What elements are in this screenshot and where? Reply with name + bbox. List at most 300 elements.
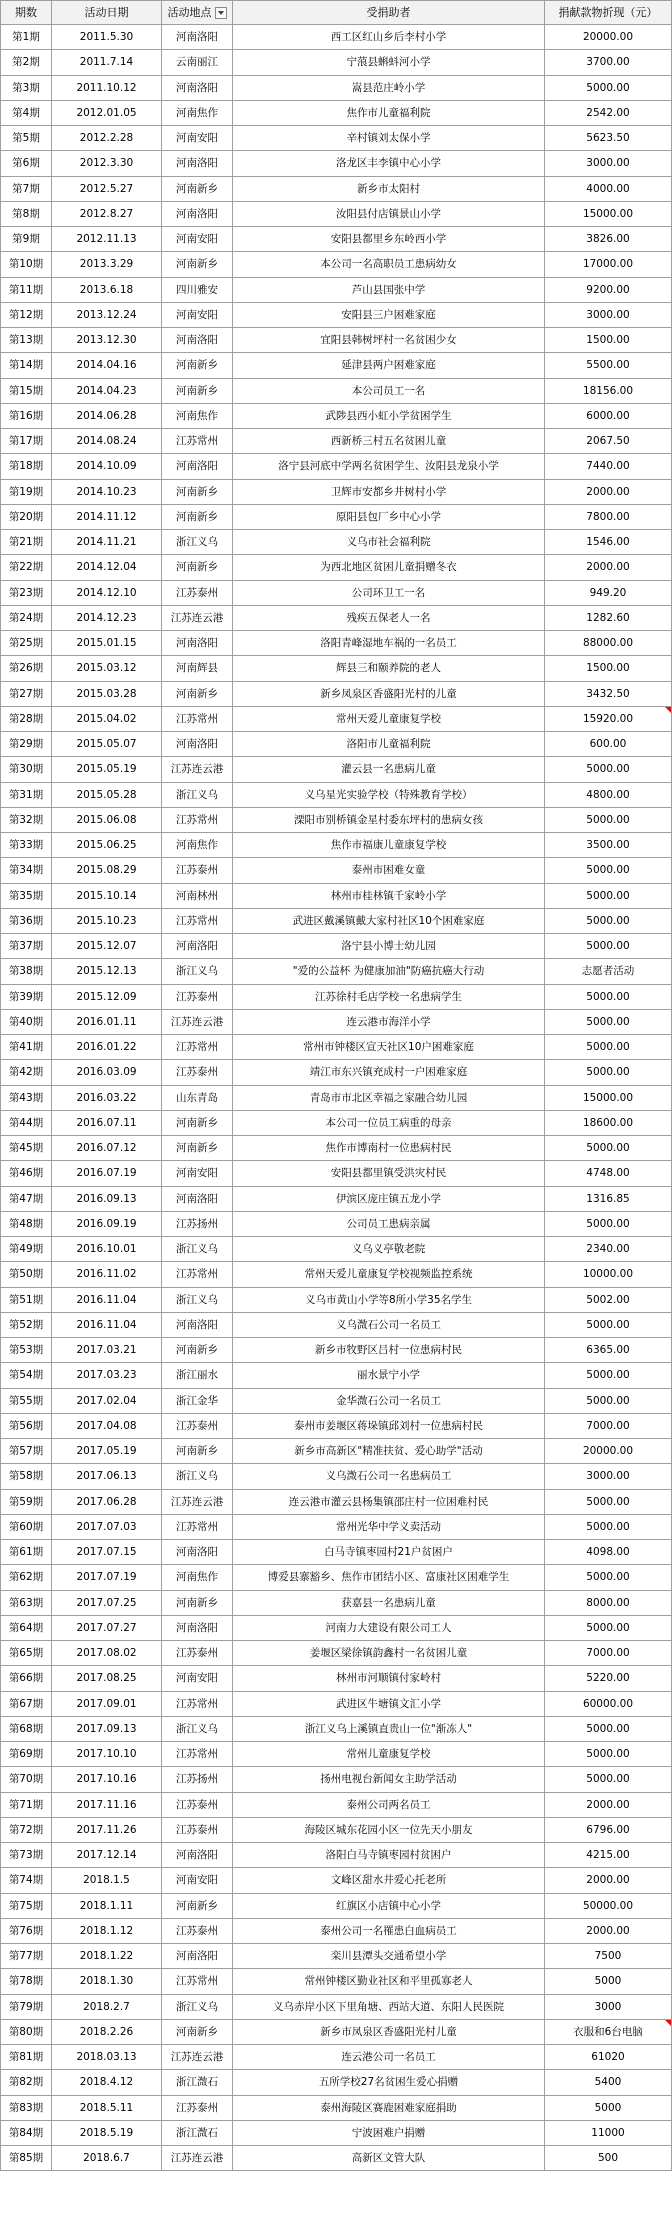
cell-period[interactable]: 第55期 [1,1388,52,1413]
cell-place[interactable]: 河南新乡 [162,378,233,403]
cell-recipient[interactable]: 灌云县一名患病儿童 [233,757,545,782]
cell-period[interactable]: 第75期 [1,1893,52,1918]
cell-date[interactable]: 2016.03.22 [52,1085,162,1110]
cell-date[interactable]: 2015.10.23 [52,908,162,933]
cell-place[interactable]: 河南新乡 [162,2019,233,2044]
cell-date[interactable]: 2016.11.04 [52,1287,162,1312]
cell-place[interactable]: 河南洛阳 [162,1186,233,1211]
cell-recipient[interactable]: 义乌赤岸小区下里角塘、西站大道、东阳人民医院 [233,1994,545,2019]
cell-amount[interactable]: 60000.00 [545,1691,672,1716]
cell-period[interactable]: 第31期 [1,782,52,807]
cell-place[interactable]: 江苏常州 [162,1742,233,1767]
header-amount[interactable]: 捐献款物折现（元） [545,1,672,25]
cell-recipient[interactable]: 焦作市博南村一位患病村民 [233,1136,545,1161]
cell-date[interactable]: 2015.05.19 [52,757,162,782]
cell-date[interactable]: 2011.5.30 [52,25,162,50]
cell-date[interactable]: 2015.10.14 [52,883,162,908]
cell-period[interactable]: 第43期 [1,1085,52,1110]
cell-recipient[interactable]: 义乌市社会福利院 [233,530,545,555]
cell-place[interactable]: 江苏常州 [162,1035,233,1060]
cell-recipient[interactable]: 延津县两户困难家庭 [233,353,545,378]
cell-amount[interactable]: 2000.00 [545,1868,672,1893]
cell-amount[interactable]: 3000.00 [545,1464,672,1489]
cell-date[interactable]: 2017.06.28 [52,1489,162,1514]
cell-amount[interactable]: 11000 [545,2120,672,2145]
cell-period[interactable]: 第35期 [1,883,52,908]
cell-period[interactable]: 第1期 [1,25,52,50]
cell-place[interactable]: 河南洛阳 [162,1540,233,1565]
cell-recipient[interactable]: 安阳县三户困难家庭 [233,302,545,327]
cell-amount[interactable]: 1546.00 [545,530,672,555]
cell-date[interactable]: 2014.04.16 [52,353,162,378]
cell-place[interactable]: 河南新乡 [162,1590,233,1615]
cell-period[interactable]: 第37期 [1,934,52,959]
cell-recipient[interactable]: 义乌市黄山小学等8所小学35名学生 [233,1287,545,1312]
cell-recipient[interactable]: 靖江市东兴镇充成村一户困难家庭 [233,1060,545,1085]
cell-amount[interactable]: 20000.00 [545,25,672,50]
cell-date[interactable]: 2014.11.21 [52,530,162,555]
cell-recipient[interactable]: 河南力大建设有限公司工人 [233,1615,545,1640]
cell-period[interactable]: 第10期 [1,252,52,277]
header-date[interactable]: 活动日期 [52,1,162,25]
cell-recipient[interactable]: "爱的公益杯 为健康加油"防癌抗癌大行动 [233,959,545,984]
cell-place[interactable]: 江苏泰州 [162,984,233,1009]
cell-period[interactable]: 第72期 [1,1817,52,1842]
cell-period[interactable]: 第46期 [1,1161,52,1186]
cell-recipient[interactable]: 白马寺镇枣园村21户贫困户 [233,1540,545,1565]
cell-place[interactable]: 河南洛阳 [162,934,233,959]
cell-place[interactable]: 江苏泰州 [162,1918,233,1943]
cell-amount[interactable]: 2000.00 [545,1918,672,1943]
cell-date[interactable]: 2014.12.23 [52,605,162,630]
cell-amount[interactable]: 15000.00 [545,1085,672,1110]
cell-date[interactable]: 2018.1.30 [52,1969,162,1994]
cell-recipient[interactable]: 新乡市高新区"精准扶贫、爱心助学"活动 [233,1439,545,1464]
cell-date[interactable]: 2012.5.27 [52,176,162,201]
cell-amount[interactable]: 500 [545,2146,672,2171]
cell-place[interactable]: 河南安阳 [162,1666,233,1691]
cell-period[interactable]: 第32期 [1,807,52,832]
cell-place[interactable]: 河南新乡 [162,1338,233,1363]
cell-place[interactable]: 河南安阳 [162,1868,233,1893]
cell-date[interactable]: 2014.06.28 [52,403,162,428]
cell-amount[interactable]: 5500.00 [545,353,672,378]
cell-place[interactable]: 河南新乡 [162,252,233,277]
cell-place[interactable]: 浙江义乌 [162,1464,233,1489]
cell-recipient[interactable]: 五所学校27名贫困生爱心捐赠 [233,2070,545,2095]
cell-date[interactable]: 2018.2.7 [52,1994,162,2019]
cell-place[interactable]: 河南洛阳 [162,1312,233,1337]
cell-date[interactable]: 2012.2.28 [52,126,162,151]
cell-recipient[interactable]: 汝阳县付店镇景山小学 [233,201,545,226]
cell-date[interactable]: 2015.06.25 [52,833,162,858]
cell-place[interactable]: 江苏常州 [162,706,233,731]
cell-recipient[interactable]: 金华溦石公司一名员工 [233,1388,545,1413]
cell-amount[interactable]: 5000.00 [545,1211,672,1236]
header-recipient[interactable]: 受捐助者 [233,1,545,25]
cell-place[interactable]: 江苏连云港 [162,1009,233,1034]
cell-place[interactable]: 河南新乡 [162,176,233,201]
cell-amount[interactable]: 5000.00 [545,1060,672,1085]
cell-amount[interactable]: 9200.00 [545,277,672,302]
cell-amount[interactable]: 5400 [545,2070,672,2095]
cell-place[interactable]: 河南新乡 [162,1136,233,1161]
cell-amount[interactable]: 600.00 [545,732,672,757]
cell-period[interactable]: 第15期 [1,378,52,403]
cell-place[interactable]: 浙江义乌 [162,1287,233,1312]
cell-date[interactable]: 2014.10.09 [52,454,162,479]
cell-amount[interactable]: 2000.00 [545,479,672,504]
cell-place[interactable]: 江苏泰州 [162,858,233,883]
cell-place[interactable]: 河南新乡 [162,1893,233,1918]
cell-period[interactable]: 第50期 [1,1262,52,1287]
cell-recipient[interactable]: 公司员工患病亲属 [233,1211,545,1236]
cell-date[interactable]: 2017.07.25 [52,1590,162,1615]
cell-recipient[interactable]: 洛龙区丰李镇中心小学 [233,151,545,176]
cell-period[interactable]: 第61期 [1,1540,52,1565]
cell-recipient[interactable]: 新乡市凤泉区香盛阳光村儿童 [233,2019,545,2044]
cell-date[interactable]: 2018.1.12 [52,1918,162,1943]
cell-place[interactable]: 河南洛阳 [162,328,233,353]
cell-recipient[interactable]: 江苏徐村毛店学校一名患病学生 [233,984,545,1009]
cell-period[interactable]: 第12期 [1,302,52,327]
cell-recipient[interactable]: 林州市桂林镇千家岭小学 [233,883,545,908]
cell-recipient[interactable]: 泰州市困难女童 [233,858,545,883]
cell-amount[interactable]: 5000.00 [545,1312,672,1337]
cell-recipient[interactable]: 原阳县包厂乡中心小学 [233,504,545,529]
cell-period[interactable]: 第78期 [1,1969,52,1994]
cell-amount[interactable]: 5220.00 [545,1666,672,1691]
cell-date[interactable]: 2015.12.09 [52,984,162,1009]
cell-amount[interactable]: 5000.00 [545,1565,672,1590]
cell-date[interactable]: 2015.01.15 [52,631,162,656]
cell-amount[interactable]: 5000.00 [545,75,672,100]
cell-date[interactable]: 2012.11.13 [52,227,162,252]
cell-amount[interactable]: 10000.00 [545,1262,672,1287]
cell-date[interactable]: 2014.04.23 [52,378,162,403]
cell-recipient[interactable]: 洛阳市儿童福利院 [233,732,545,757]
cell-period[interactable]: 第19期 [1,479,52,504]
cell-period[interactable]: 第11期 [1,277,52,302]
cell-date[interactable]: 2015.12.07 [52,934,162,959]
cell-recipient[interactable]: 泰州公司两名员工 [233,1792,545,1817]
cell-date[interactable]: 2017.10.10 [52,1742,162,1767]
cell-amount[interactable]: 7440.00 [545,454,672,479]
cell-date[interactable]: 2016.01.22 [52,1035,162,1060]
cell-place[interactable]: 浙江金华 [162,1388,233,1413]
cell-date[interactable]: 2018.1.11 [52,1893,162,1918]
cell-place[interactable]: 江苏泰州 [162,1060,233,1085]
cell-period[interactable]: 第64期 [1,1615,52,1640]
cell-place[interactable]: 河南新乡 [162,681,233,706]
cell-place[interactable]: 江苏泰州 [162,2095,233,2120]
cell-amount[interactable]: 2067.50 [545,429,672,454]
cell-recipient[interactable]: 洛宁县小博士幼儿园 [233,934,545,959]
cell-place[interactable]: 浙江溦石 [162,2120,233,2145]
cell-amount[interactable]: 5000.00 [545,908,672,933]
cell-amount[interactable]: 5000.00 [545,807,672,832]
cell-place[interactable]: 江苏常州 [162,1691,233,1716]
cell-date[interactable]: 2017.07.15 [52,1540,162,1565]
cell-place[interactable]: 河南安阳 [162,227,233,252]
cell-place[interactable]: 江苏常州 [162,429,233,454]
cell-recipient[interactable]: 常州光华中学义卖活动 [233,1514,545,1539]
cell-amount[interactable]: 2542.00 [545,100,672,125]
cell-period[interactable]: 第44期 [1,1110,52,1135]
cell-recipient[interactable]: 获嘉县一名患病儿童 [233,1590,545,1615]
cell-date[interactable]: 2017.08.25 [52,1666,162,1691]
cell-place[interactable]: 江苏泰州 [162,1792,233,1817]
cell-recipient[interactable]: 栾川县潭头交通希望小学 [233,1944,545,1969]
cell-period[interactable]: 第70期 [1,1767,52,1792]
cell-amount[interactable]: 5000.00 [545,1716,672,1741]
cell-amount[interactable]: 5000.00 [545,757,672,782]
cell-amount[interactable]: 4748.00 [545,1161,672,1186]
cell-amount[interactable]: 志愿者活动 [545,959,672,984]
cell-date[interactable]: 2014.11.12 [52,504,162,529]
cell-period[interactable]: 第63期 [1,1590,52,1615]
cell-period[interactable]: 第33期 [1,833,52,858]
cell-date[interactable]: 2017.11.26 [52,1817,162,1842]
cell-date[interactable]: 2014.12.04 [52,555,162,580]
cell-place[interactable]: 河南洛阳 [162,25,233,50]
cell-place[interactable]: 山东青岛 [162,1085,233,1110]
cell-date[interactable]: 2011.10.12 [52,75,162,100]
cell-date[interactable]: 2018.03.13 [52,2045,162,2070]
cell-amount[interactable]: 5000.00 [545,1489,672,1514]
cell-recipient[interactable]: 辉县三和颐养院的老人 [233,656,545,681]
cell-amount[interactable]: 8000.00 [545,1590,672,1615]
cell-period[interactable]: 第38期 [1,959,52,984]
cell-period[interactable]: 第62期 [1,1565,52,1590]
cell-place[interactable]: 江苏泰州 [162,1641,233,1666]
cell-date[interactable]: 2017.04.08 [52,1413,162,1438]
cell-place[interactable]: 江苏常州 [162,807,233,832]
cell-date[interactable]: 2015.12.13 [52,959,162,984]
cell-recipient[interactable]: 洛宁县河底中学两名贫困学生、汝阳县龙泉小学 [233,454,545,479]
cell-period[interactable]: 第83期 [1,2095,52,2120]
cell-period[interactable]: 第13期 [1,328,52,353]
cell-period[interactable]: 第2期 [1,50,52,75]
cell-period[interactable]: 第51期 [1,1287,52,1312]
cell-recipient[interactable]: 宁波困难户捐赠 [233,2120,545,2145]
cell-period[interactable]: 第29期 [1,732,52,757]
cell-amount[interactable]: 20000.00 [545,1439,672,1464]
cell-recipient[interactable]: 新乡市太阳村 [233,176,545,201]
cell-period[interactable]: 第18期 [1,454,52,479]
cell-amount[interactable]: 1316.85 [545,1186,672,1211]
cell-period[interactable]: 第24期 [1,605,52,630]
cell-period[interactable]: 第22期 [1,555,52,580]
cell-recipient[interactable]: 武陟县西小虹小学贫困学生 [233,403,545,428]
cell-date[interactable]: 2016.11.04 [52,1312,162,1337]
cell-amount[interactable]: 6796.00 [545,1817,672,1842]
cell-place[interactable]: 河南新乡 [162,1110,233,1135]
cell-date[interactable]: 2018.2.26 [52,2019,162,2044]
cell-date[interactable]: 2017.07.03 [52,1514,162,1539]
cell-period[interactable]: 第17期 [1,429,52,454]
cell-place[interactable]: 浙江丽水 [162,1363,233,1388]
cell-period[interactable]: 第65期 [1,1641,52,1666]
cell-recipient[interactable]: 武进区牛塘镇文汇小学 [233,1691,545,1716]
cell-period[interactable]: 第74期 [1,1868,52,1893]
cell-amount[interactable]: 18156.00 [545,378,672,403]
cell-amount[interactable]: 5000.00 [545,1742,672,1767]
cell-date[interactable]: 2017.06.13 [52,1464,162,1489]
cell-place[interactable]: 江苏连云港 [162,2045,233,2070]
cell-date[interactable]: 2015.03.28 [52,681,162,706]
cell-amount[interactable]: 5000.00 [545,984,672,1009]
cell-date[interactable]: 2012.01.05 [52,100,162,125]
cell-amount[interactable]: 5000.00 [545,858,672,883]
cell-amount[interactable]: 5000.00 [545,1363,672,1388]
cell-period[interactable]: 第20期 [1,504,52,529]
cell-amount[interactable]: 2000.00 [545,555,672,580]
cell-period[interactable]: 第30期 [1,757,52,782]
cell-amount[interactable]: 2000.00 [545,1792,672,1817]
cell-place[interactable]: 浙江义乌 [162,782,233,807]
cell-recipient[interactable]: 本公司员工一名 [233,378,545,403]
cell-place[interactable]: 江苏泰州 [162,1413,233,1438]
cell-place[interactable]: 河南洛阳 [162,732,233,757]
cell-place[interactable]: 河南洛阳 [162,201,233,226]
cell-recipient[interactable]: 卫辉市安都乡井树村小学 [233,479,545,504]
cell-recipient[interactable]: 安阳县都里镇受洪灾村民 [233,1161,545,1186]
cell-recipient[interactable]: 文峰区甜水井爱心托老所 [233,1868,545,1893]
cell-place[interactable]: 江苏连云港 [162,2146,233,2171]
cell-period[interactable]: 第76期 [1,1918,52,1943]
cell-recipient[interactable]: 常州钟楼区勤业社区和平里孤寡老人 [233,1969,545,1994]
cell-place[interactable]: 江苏连云港 [162,757,233,782]
cell-recipient[interactable]: 丽水景宁小学 [233,1363,545,1388]
cell-period[interactable]: 第57期 [1,1439,52,1464]
cell-period[interactable]: 第9期 [1,227,52,252]
cell-amount[interactable]: 5623.50 [545,126,672,151]
cell-amount[interactable]: 18600.00 [545,1110,672,1135]
cell-recipient[interactable]: 为西北地区贫困儿童捐赠冬衣 [233,555,545,580]
cell-date[interactable]: 2011.7.14 [52,50,162,75]
cell-recipient[interactable]: 宜阳县韩树坪村一名贫困少女 [233,328,545,353]
cell-date[interactable]: 2017.05.19 [52,1439,162,1464]
cell-amount[interactable]: 61020 [545,2045,672,2070]
cell-recipient[interactable]: 本公司一位员工病重的母亲 [233,1110,545,1135]
cell-recipient[interactable]: 义乌义亭敬老院 [233,1237,545,1262]
cell-amount[interactable]: 3500.00 [545,833,672,858]
cell-period[interactable]: 第66期 [1,1666,52,1691]
cell-date[interactable]: 2017.08.02 [52,1641,162,1666]
cell-date[interactable]: 2012.8.27 [52,201,162,226]
cell-amount[interactable]: 2340.00 [545,1237,672,1262]
cell-recipient[interactable]: 西工区红山乡后李村小学 [233,25,545,50]
cell-date[interactable]: 2014.08.24 [52,429,162,454]
cell-recipient[interactable]: 溧阳市别桥镇金星村委东坪村的患病女孩 [233,807,545,832]
cell-amount[interactable]: 5000.00 [545,1767,672,1792]
cell-period[interactable]: 第60期 [1,1514,52,1539]
cell-amount[interactable]: 4215.00 [545,1843,672,1868]
cell-date[interactable]: 2017.09.13 [52,1716,162,1741]
cell-date[interactable]: 2013.12.24 [52,302,162,327]
cell-recipient[interactable]: 连云港市海洋小学 [233,1009,545,1034]
cell-date[interactable]: 2017.07.27 [52,1615,162,1640]
cell-period[interactable]: 第36期 [1,908,52,933]
cell-date[interactable]: 2017.11.16 [52,1792,162,1817]
cell-period[interactable]: 第41期 [1,1035,52,1060]
cell-place[interactable]: 浙江义乌 [162,959,233,984]
cell-place[interactable]: 河南安阳 [162,126,233,151]
cell-recipient[interactable]: 本公司一名高职员工患病幼女 [233,252,545,277]
cell-recipient[interactable]: 伊滨区庞庄镇五龙小学 [233,1186,545,1211]
cell-amount[interactable]: 7500 [545,1944,672,1969]
cell-amount[interactable]: 3000.00 [545,151,672,176]
header-place[interactable] [162,1,233,25]
cell-date[interactable]: 2017.03.23 [52,1363,162,1388]
cell-place[interactable]: 浙江义乌 [162,1716,233,1741]
cell-place[interactable]: 河南洛阳 [162,151,233,176]
cell-place[interactable]: 四川雅安 [162,277,233,302]
cell-recipient[interactable]: 西新桥三村五名贫困儿童 [233,429,545,454]
cell-amount[interactable]: 5000.00 [545,1136,672,1161]
cell-amount[interactable]: 1500.00 [545,656,672,681]
cell-date[interactable]: 2017.10.16 [52,1767,162,1792]
cell-date[interactable]: 2018.1.5 [52,1868,162,1893]
cell-period[interactable]: 第26期 [1,656,52,681]
cell-amount[interactable]: 5000 [545,1969,672,1994]
cell-date[interactable]: 2013.3.29 [52,252,162,277]
cell-place[interactable]: 河南新乡 [162,1439,233,1464]
cell-place[interactable]: 河南辉县 [162,656,233,681]
cell-recipient[interactable]: 常州市钟楼区宣天社区10户困难家庭 [233,1035,545,1060]
cell-date[interactable]: 2015.05.28 [52,782,162,807]
cell-period[interactable]: 第6期 [1,151,52,176]
cell-amount[interactable]: 1282.60 [545,605,672,630]
cell-amount[interactable]: 5000.00 [545,934,672,959]
cell-period[interactable]: 第39期 [1,984,52,1009]
cell-place[interactable]: 河南焦作 [162,1565,233,1590]
cell-recipient[interactable]: 常州儿童康复学校 [233,1742,545,1767]
cell-period[interactable]: 第84期 [1,2120,52,2145]
cell-amount[interactable]: 3000.00 [545,302,672,327]
cell-place[interactable]: 河南洛阳 [162,454,233,479]
cell-amount[interactable]: 5000.00 [545,1035,672,1060]
cell-date[interactable]: 2012.3.30 [52,151,162,176]
cell-place[interactable]: 江苏泰州 [162,580,233,605]
cell-amount[interactable]: 7000.00 [545,1641,672,1666]
cell-recipient[interactable]: 青岛市市北区幸福之家融合幼儿园 [233,1085,545,1110]
cell-period[interactable]: 第7期 [1,176,52,201]
cell-period[interactable]: 第53期 [1,1338,52,1363]
cell-place[interactable]: 河南安阳 [162,1161,233,1186]
cell-amount[interactable]: 5000.00 [545,1388,672,1413]
cell-recipient[interactable]: 高新区文管大队 [233,2146,545,2171]
cell-place[interactable]: 江苏常州 [162,1514,233,1539]
cell-amount[interactable]: 15920.00 [545,706,672,731]
cell-period[interactable]: 第79期 [1,1994,52,2019]
header-period[interactable]: 期数 [1,1,52,25]
cell-amount[interactable]: 4098.00 [545,1540,672,1565]
cell-period[interactable]: 第5期 [1,126,52,151]
cell-period[interactable]: 第34期 [1,858,52,883]
cell-amount[interactable]: 衣服和6台电脑 [545,2019,672,2044]
cell-period[interactable]: 第25期 [1,631,52,656]
cell-recipient[interactable]: 常州天爱儿童康复学校 [233,706,545,731]
cell-recipient[interactable]: 公司环卫工一名 [233,580,545,605]
cell-recipient[interactable]: 林州市河顺镇付家岭村 [233,1666,545,1691]
cell-period[interactable]: 第23期 [1,580,52,605]
cell-recipient[interactable]: 常州天爱儿童康复学校视频监控系统 [233,1262,545,1287]
cell-amount[interactable]: 3700.00 [545,50,672,75]
cell-recipient[interactable]: 新乡凤泉区香盛阳光村的儿童 [233,681,545,706]
cell-place[interactable]: 江苏常州 [162,908,233,933]
